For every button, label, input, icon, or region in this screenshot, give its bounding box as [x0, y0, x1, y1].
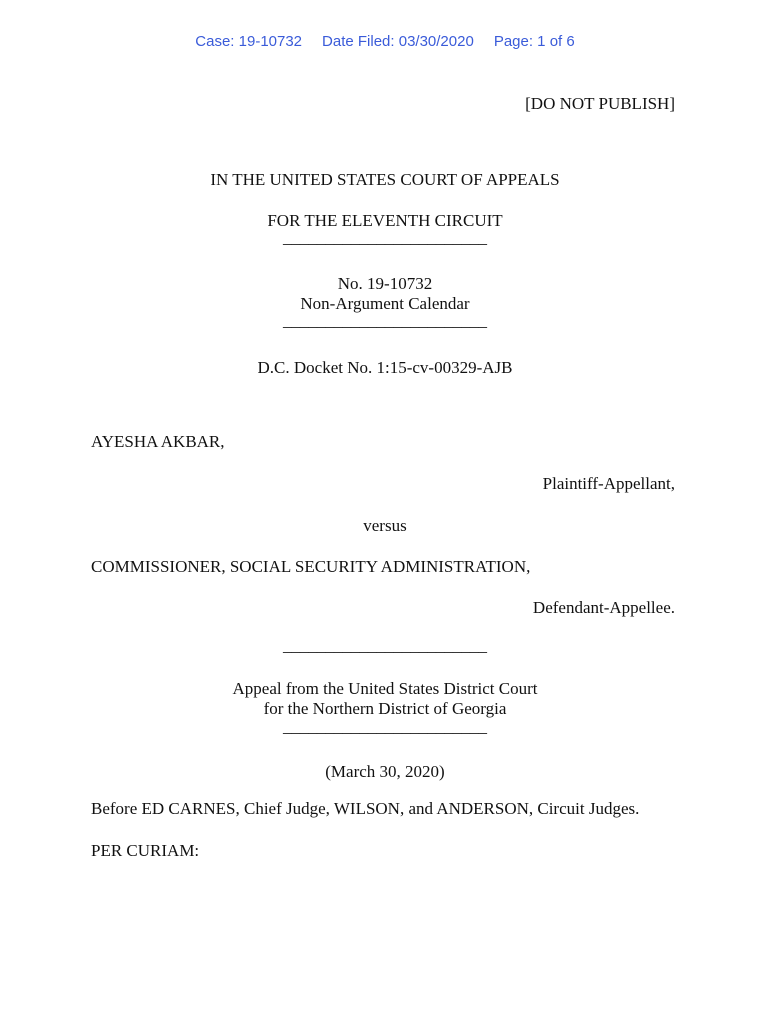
defendant-role: Defendant-Appellee. [532, 598, 675, 617]
divider-4: ________________________ [283, 717, 487, 736]
filing-header [0, 33, 770, 50]
per-curiam-label: PER CURIAM: [91, 841, 200, 860]
calendar-type: Non-Argument Calendar [300, 294, 470, 313]
page-count-stamp: Page: 1 of 6 [493, 33, 575, 50]
defendant-name: COMMISSIONER, SOCIAL SECURITY ADMINISTRATION, [91, 557, 531, 576]
decision-date: (March 30, 2020) [325, 762, 445, 781]
divider-1: ________________________ [283, 228, 487, 247]
circuit-name: FOR THE ELEVENTH CIRCUIT [267, 211, 503, 230]
court-name: IN THE UNITED STATES COURT OF APPEALS [210, 170, 560, 189]
date-filed-stamp: Date Filed: 03/30/2020 [322, 33, 474, 50]
divider-2: ________________________ [283, 311, 487, 330]
versus-label: versus [363, 516, 407, 535]
appeal-origin: Appeal from the United States District Court [232, 679, 538, 698]
divider-3: ________________________ [283, 636, 487, 655]
panel-judges: Before ED CARNES, Chief Judge, WILSON, and ANDERSON, Circuit Judges. [91, 799, 640, 818]
publish-status: [DO NOT PUBLISH] [525, 94, 675, 113]
docket-number: D.C. Docket No. 1:15-cv-00329-AJB [257, 358, 513, 377]
case-number-stamp: Case: 19-10732 [195, 33, 303, 50]
case-number: No. 19-10732 [337, 274, 433, 293]
plaintiff-role: Plaintiff-Appellant, [542, 474, 675, 493]
district-name: for the Northern District of Georgia [263, 699, 507, 718]
plaintiff-name: AYESHA AKBAR, [91, 432, 225, 451]
